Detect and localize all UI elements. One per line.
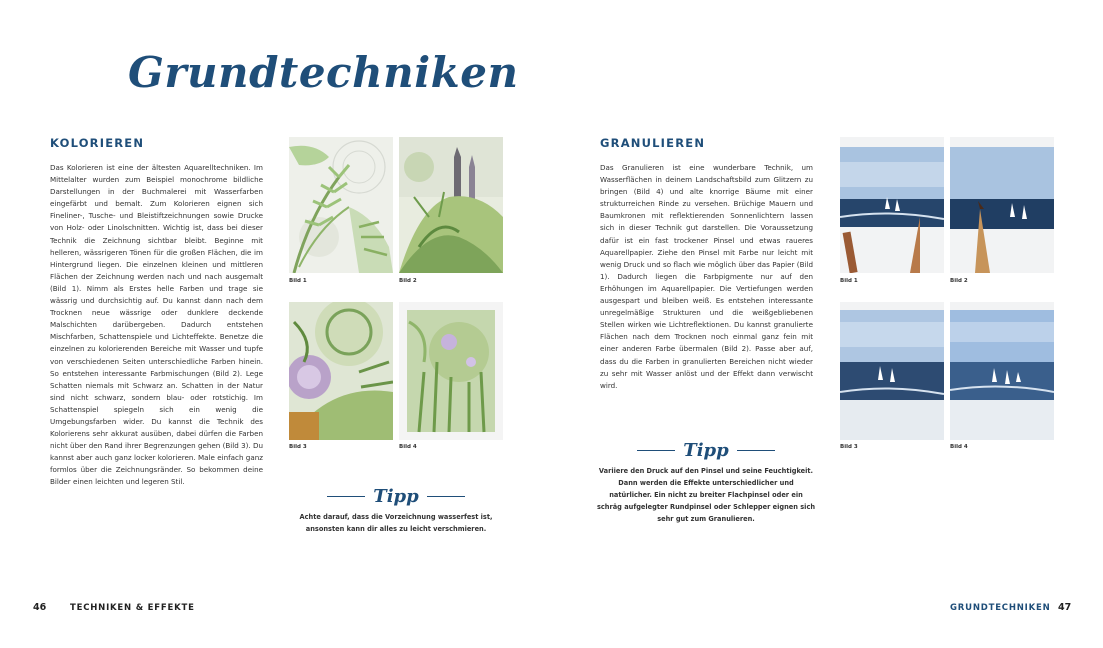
granulieren-tipp-box <box>596 440 816 525</box>
kolorieren-heading: KOLORIEREN <box>50 136 145 150</box>
kolorieren-tipp-text: Achte darauf, dass die Vorzeichnung wasserfest ist, ansonsten kann dir alles zu leicht verschmieren. <box>299 513 493 533</box>
granulieren-photo-4 <box>950 302 1054 440</box>
kolorieren-caption-2: Bild 2 <box>399 278 417 284</box>
kolorieren-text <box>50 162 263 489</box>
kolorieren-tipp-label: Tipp <box>373 486 419 507</box>
kolorieren-photo-2 <box>399 137 503 273</box>
page-title: Grundtechniken <box>128 48 519 97</box>
kolorieren-photo-1 <box>289 137 393 273</box>
granulieren-photo-1 <box>840 137 944 273</box>
right-running-footer: GRUNDTECHNIKEN <box>950 603 1051 613</box>
left-page-number: 46 <box>33 602 47 613</box>
kolorieren-caption-1: Bild 1 <box>289 278 307 284</box>
kolorieren-caption-3: Bild 3 <box>289 444 307 450</box>
granulieren-caption-1: Bild 1 <box>840 278 858 284</box>
granulieren-photo-2 <box>950 137 1054 273</box>
granulieren-caption-2: Bild 2 <box>950 278 968 284</box>
granulieren-caption-4: Bild 4 <box>950 444 968 450</box>
granulieren-text <box>600 162 813 392</box>
right-page-number: 47 <box>1058 602 1072 613</box>
kolorieren-caption-4: Bild 4 <box>399 444 417 450</box>
granulieren-caption-3: Bild 3 <box>840 444 858 450</box>
granulieren-heading: GRANULIEREN <box>600 136 706 150</box>
kolorieren-tipp-box <box>286 486 506 535</box>
kolorieren-photo-4 <box>399 302 503 440</box>
kolorieren-paragraph: Das Kolorieren ist eine der ältesten Aquarelltechniken. Im Mittelalter wurden zum Beispiel monochrome bildliche Darstellungen in der Buchmalerei mit Wasserfarben eingefärbt und bemalt. Zum Kolorieren eignen sich Fineliner-, Tusche- und Bleistiftzeichnungen sowie Drucke von Holz- oder Linolschnitten. Wichtig ist, dass bei dieser Technik die Zeichnung sichtbar bleibt. Beginne mit helleren, wässrigeren Tönen für die großen Flächen, die im Hintergrund liegen. Die einzelnen kleinen und mittleren Flächen der Zeichnung werden nach und nach ausgemalt (Bild 1). Nimm als Erstes helle Farben und trage sie wässrig und durchsichtig auf. Du kannst dann nach dem Trocknen neue wässrige oder dunklere deckende Malschichten darübergeben. Dadurch entstehen Mischfarben, Schattenspiele und Lichteffekte. Benetze die einzelnen zu kolorierenden Bereiche mit Wasser und tupfe von verschiedenen Seiten unterschiedliche Farben hinein. So entstehen interessante Farbmischungen (Bild 2). Lege Schatten niemals mit Schwarz an. Schatten in der Natur sind nicht schwarz, sondern blau- oder rotstichig. Im Schattenspiel spiegeln sich ein wenig die Umgebungsfarben wider. Du kannst die Technik des Kolorierens sehr akkurat ausüben, dabei dürfen die Farben nicht über den Rand ihrer Begrenzungen gehen (Bild 3). Du kannst aber auch ganz locker kolorieren. Male einfach ganz formlos über die Zeichnungsränder. So bekommen deine Bilder einen leichten und legeren Stil. <box>50 163 263 487</box>
granulieren-paragraph: Das Granulieren ist eine wunderbare Technik, um Wasserflächen in deinem Landschaftsbild zum Glitzern zu bringen (Bild 4) und alte knorrige Bäume mit einer strukturreichen Rinde zu versehen. Brüchige Mauern und Baumkronen mit reflektierenden Sonnenlichtern lassen sich in dieser Technik gut darstellen. Die Voraussetzung dafür ist ein fast trockener Pinsel und etwas raueres Aquarellpapier. Ziehe den Pinsel mit Farbe nur leicht mit wenig Druck und so flach wie möglich über das Papier (Bild 1). Dadurch liegen die Farbpigmente nur auf den Erhöhungen im Aquarellpapier. Die Vertiefungen werden ausgespart und bleiben weiß. Es entstehen interessante unregelmäßige Strukturen und die weißgebliebenen Stellen wirken wie Lichtreflektionen. Du kannst granulierte Flächen nach dem Trocknen noch einmal ganz fein mit einer anderen Farbe übermalen (Bild 2). Passe aber auf, dass du die Farben in granulierten Bereichen nicht wieder zu sehr mit Wasser anlöst und der Effekt dann verwischt wird. <box>600 163 813 390</box>
left-running-footer: TECHNIKEN & EFFEKTE <box>70 603 195 613</box>
granulieren-photo-3 <box>840 302 944 440</box>
kolorieren-photo-3 <box>289 302 393 440</box>
granulieren-tipp-text: Variiere den Druck auf den Pinsel und seine Feuchtigkeit. Dann werden die Effekte unterschiedlicher und natürlicher. Ein nicht zu breiter Flachpinsel oder ein schräg aufgelegter Rundpinsel oder Schlepper eignen sich sehr gut zum Granulieren. <box>596 467 816 523</box>
granulieren-tipp-label: Tipp <box>683 440 729 461</box>
